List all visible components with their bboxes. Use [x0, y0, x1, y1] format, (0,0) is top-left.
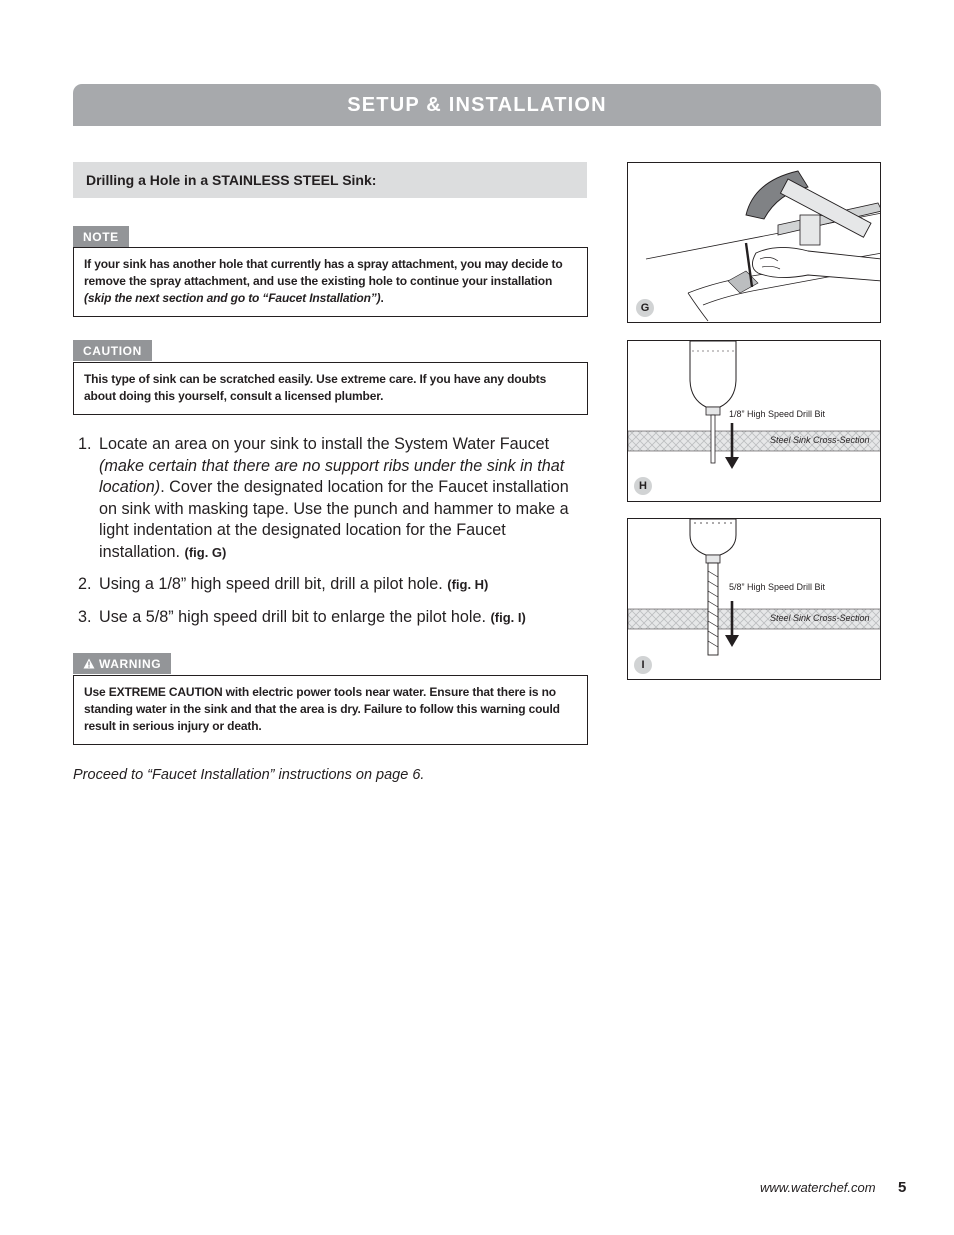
figure-h-illustration — [628, 341, 881, 502]
step-text-continued: . Cover the designated location for the Faucet installation on sink with masking tape. Use the punch and hammer to make a light indentation at the designated location for the Faucet installation. — [99, 478, 569, 561]
section-header-bar — [73, 84, 881, 126]
step-number: 2. — [78, 575, 92, 593]
page-title: SETUP & INSTALLATION — [347, 93, 607, 116]
caution-box — [73, 362, 588, 415]
figure-g — [627, 162, 881, 323]
figure-badge: H — [634, 477, 652, 495]
step-number: 1. — [78, 435, 92, 453]
drill-bit-label: 1/8” High Speed Drill Bit — [729, 409, 826, 419]
figure-reference: (fig. G) — [184, 544, 227, 560]
note-text: If your sink has another hole that currently has a spray attachment, you may decide to remove the spray attachment, and use the existing hole to continue your installation — [84, 257, 563, 288]
step-text-italic: (make certain that there are no support ribs under the sink in that location) — [99, 456, 565, 496]
drill-bit-label: 5/8” High Speed Drill Bit — [729, 582, 826, 592]
note-box — [73, 247, 588, 317]
note-text-italic: (skip the next section and go to “Faucet Installation”) — [84, 291, 381, 305]
figure-h — [627, 340, 881, 502]
figure-g-illustration — [628, 163, 881, 323]
list-item — [76, 434, 576, 563]
footer-url: www.waterchef.com — [760, 1180, 876, 1195]
step-number: 3. — [78, 607, 92, 626]
warning-box — [73, 675, 588, 745]
installation-steps — [76, 434, 576, 639]
step-text: Use a 5/8” high speed drill bit to enlarge the pilot hole. — [99, 607, 491, 626]
figure-badge: I — [634, 656, 652, 674]
page-number: 5 — [898, 1179, 907, 1196]
list-item — [76, 607, 576, 629]
figure-i — [627, 518, 881, 680]
note-text-end: . — [380, 291, 384, 305]
warning-label: WARNING — [99, 656, 162, 671]
figure-i-illustration — [628, 519, 881, 680]
cross-section-label: Steel Sink Cross-Section — [770, 613, 870, 623]
warning-triangle-icon — [83, 658, 95, 669]
caution-text: This type of sink can be scratched easily. Use extreme care. If you have any doubts about doing this yourself, consult a licensed plumber. — [84, 372, 547, 403]
figure-badge: G — [636, 299, 654, 317]
note-tag: NOTE — [73, 226, 129, 247]
step-text: Locate an area on your sink to install the System Water Faucet — [99, 435, 550, 453]
step-text: Using a 1/8” high speed drill bit, drill a pilot hole. — [99, 575, 448, 593]
figure-reference: (fig. H) — [447, 577, 489, 592]
cross-section-label: Steel Sink Cross-Section — [770, 435, 870, 445]
proceed-instruction: Proceed to “Faucet Installation” instructions on page 6. — [73, 767, 425, 783]
caution-tag: CAUTION — [73, 340, 152, 361]
warning-text: Use EXTREME CAUTION with electric power tools near water. Ensure that there is no standing water in the sink and that the area is dry. Failure to follow this warning could result in serious injury or death. — [84, 685, 560, 733]
list-item — [76, 574, 576, 596]
warning-tag — [73, 653, 171, 674]
figure-reference: (fig. I) — [490, 609, 526, 625]
section-subheading: Drilling a Hole in a STAINLESS STEEL Sink: — [73, 162, 587, 198]
